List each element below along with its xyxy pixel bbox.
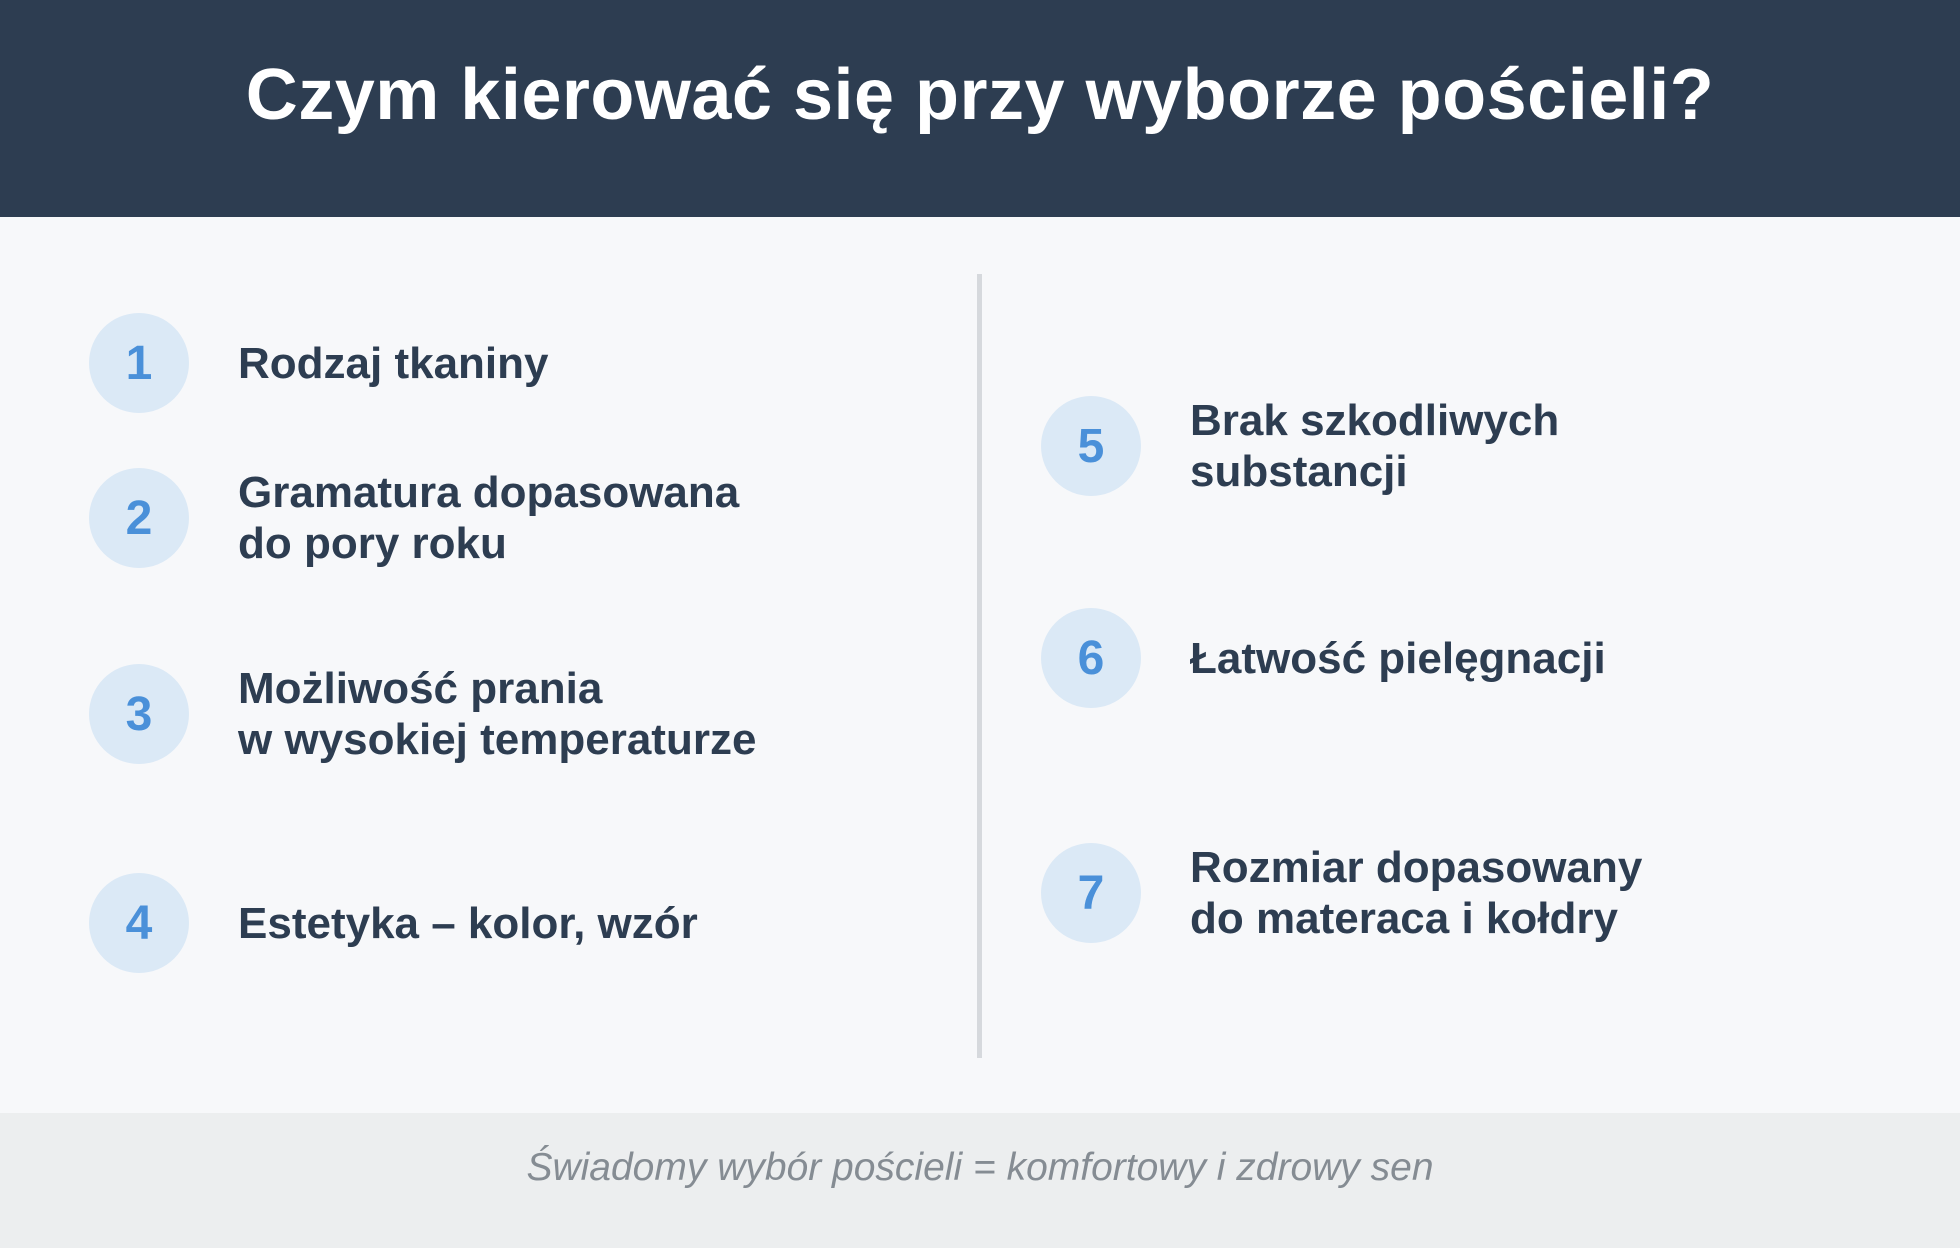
page-title: Czym kierować się przy wyborze pościeli?: [245, 54, 1715, 135]
list-item-2: [89, 467, 739, 569]
list-item-6: [1041, 608, 1606, 708]
item-label: Rodzaj tkaniny: [238, 338, 549, 388]
number-badge: 6: [1041, 608, 1141, 708]
list-item-1: [89, 313, 549, 413]
column-divider: [977, 274, 982, 1058]
number-badge: 7: [1041, 843, 1141, 943]
list-item-7: [1041, 842, 1642, 944]
item-label: Gramatura dopasowana do pory roku: [238, 468, 740, 568]
item-label: Łatwość pielęgnacji: [1190, 633, 1606, 683]
number-badge: 2: [89, 468, 189, 568]
list-item-5: [1041, 395, 1559, 497]
number-badge: 5: [1041, 396, 1141, 496]
header-banner: [0, 0, 1960, 217]
number-badge: 3: [89, 664, 189, 764]
footer-banner: [0, 1113, 1960, 1248]
item-label: Brak szkodliwych substancji: [1190, 396, 1560, 496]
list-item-3: [89, 663, 756, 765]
number-badge: 4: [89, 873, 189, 973]
item-label: Możliwość prania w wysokiej temperaturze: [238, 664, 757, 764]
list-item-4: [89, 873, 698, 973]
item-label: Rozmiar dopasowany do materaca i kołdry: [1190, 843, 1643, 943]
footer-tagline: Świadomy wybór pościeli = komfortowy i zdrowy sen: [526, 1145, 1434, 1189]
item-label: Estetyka – kolor, wzór: [238, 898, 698, 948]
number-badge: 1: [89, 313, 189, 413]
